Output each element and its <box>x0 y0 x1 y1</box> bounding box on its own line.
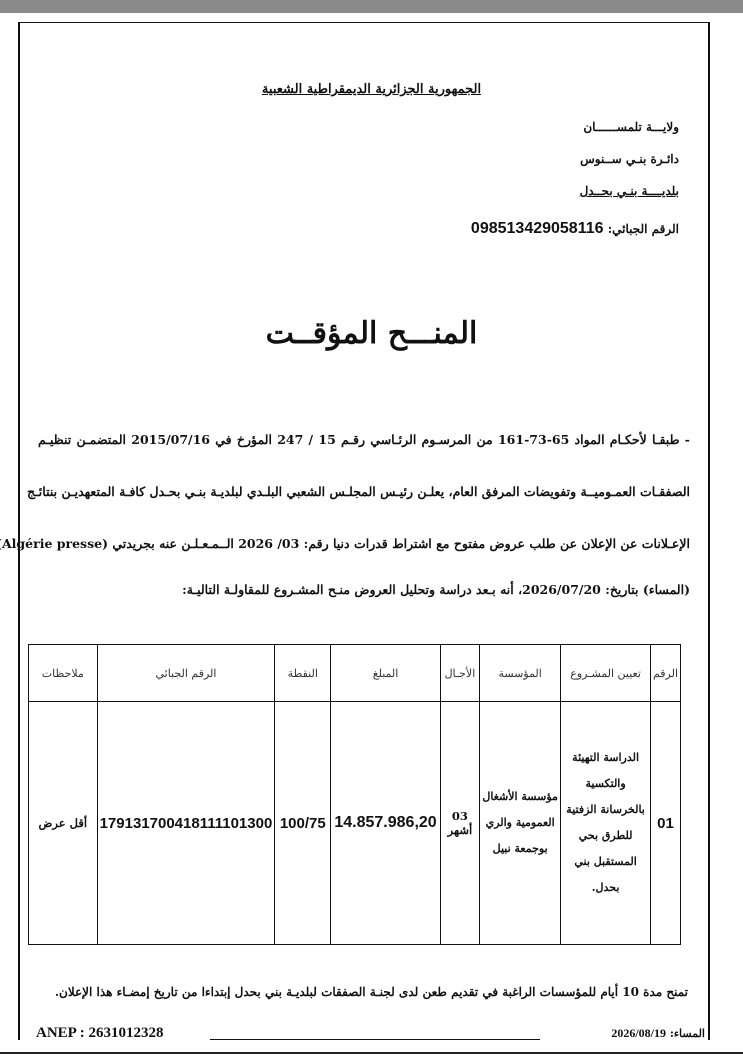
bottom-rule <box>0 1052 743 1054</box>
publication-date-value: 2026/08/19 <box>611 1026 666 1040</box>
header-company: المؤسسة <box>480 645 561 702</box>
header-notes: ملاحظات <box>29 645 98 702</box>
cell-tax-id: 179131700418111101300 <box>97 702 275 945</box>
tax-id-value: 098513429058116 <box>470 220 604 237</box>
body-line-4: (المساء) بتاريخ: 2026/07/20، أنه بـعد دراسة وتحليل العروض منـح المشـروع للمقاولـة التاليـة: <box>182 582 690 597</box>
wilaya-line: ولايـــة تلمســــــان <box>583 120 679 134</box>
cell-amount: 14.857.986,20 <box>331 702 441 945</box>
body-line-3: الإعـلانات عن الإعلان عن طلب عروض مفتوح مع اشتراط قدرات دنيا رقم: 03/ 2026 الــمـعـلـن عنه بجريدتي (Algérie presse <box>1 536 690 551</box>
document-title: المنـــح المؤقــت <box>265 316 478 351</box>
award-table <box>28 644 681 945</box>
top-gray-bar <box>0 0 743 13</box>
header-project: تعيين المشـروع <box>561 645 651 702</box>
header-amount: المبلغ <box>331 645 441 702</box>
tax-id-label: الرقم الجبائي: <box>607 222 679 236</box>
baladia-line: بلديــــة بنـي بحــدل <box>579 184 679 198</box>
header-score: النقطة <box>275 645 331 702</box>
tax-id-line <box>471 220 679 238</box>
table-row <box>29 702 681 945</box>
body-line-1: - طبقـا لأحكـام المواد 65-73-161 من المرسـوم الرئـاسي رقـم 15 / 247 المؤرخ في 2015/07/16 المتضمـن تنظيـم <box>38 432 690 447</box>
cell-duration: 03 أشهر <box>440 702 479 945</box>
anep-underline <box>210 1039 540 1040</box>
republic-header: الجمهورية الجزائرية الديمقراطية الشعبية <box>261 82 482 97</box>
header-tax-id: الرقم الجبائي <box>97 645 275 702</box>
cell-number: 01 <box>650 702 680 945</box>
cell-notes: أقل عرض <box>29 702 98 945</box>
anep-reference: ANEP : 2631012328 <box>36 1025 164 1041</box>
publication-date <box>611 1026 705 1041</box>
cell-score: 100/75 <box>275 702 331 945</box>
header-number: الرقم <box>650 645 680 702</box>
appeal-notice: تمنح مدة 10 أيام للمؤسسات الراغبة في تقديم طعن لدى لجنـة الصفقات لبلديـة بني بحدل إبتداءا من تاريخ إمضـاء هذا الإعلان. <box>54 985 688 999</box>
cell-company: مؤسسة الأشغال العمومية والري بوجمعة نبيل <box>480 702 561 945</box>
daira-line: دائـرة بنـي ســنوس <box>580 152 679 166</box>
publication-date-label: المساء: <box>669 1027 705 1040</box>
table-header-row <box>29 645 681 702</box>
body-line-2: الصفقـات العمـوميــة وتفويضات المرفق العام، يعلـن رئيـس المجلـس الشعبي البلـدي لبلديـة بنـي بحـدل كافـة المتعهديـن بنتائـج <box>27 484 690 499</box>
header-duration: الأجـال <box>440 645 479 702</box>
cell-project: الدراسة التهيئة والتكسية بالخرسانة الزفتية للطرق بحي المستقبل بني بحدل. <box>561 702 651 945</box>
